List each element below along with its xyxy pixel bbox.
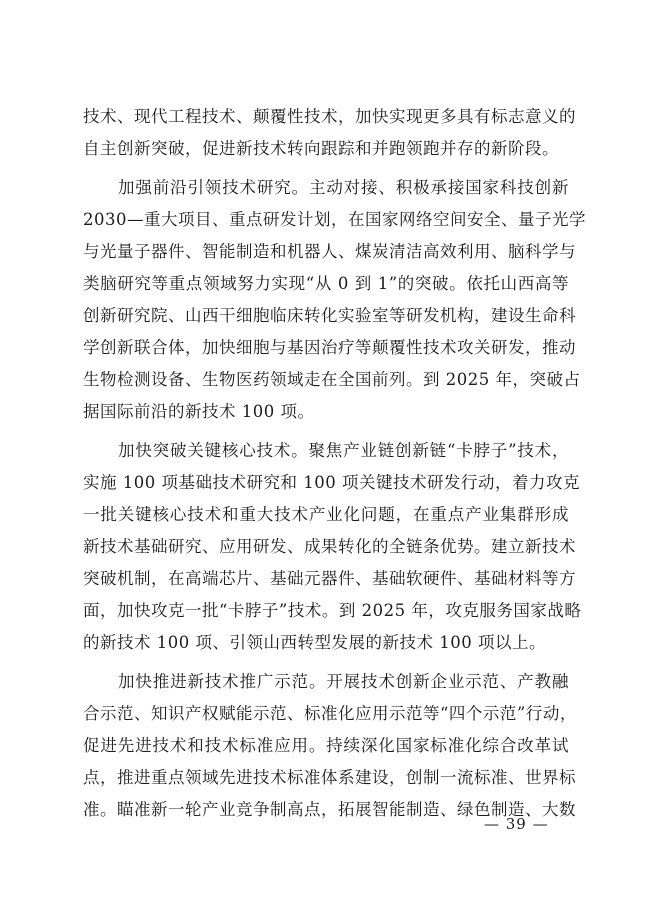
paragraph-1-line-1: 技术、现代工程技术、颠覆性技术，加快实现更多具有标志意义的 xyxy=(83,107,576,126)
paragraph-4-line-3: 促进先进技术和技术标准应用。持续深化国家标准化综合改革试 xyxy=(83,736,569,755)
page-number: — 39 — xyxy=(484,815,549,833)
paragraph-1-line-2: 自主创新突破，促进新技术转向跟踪和并跑领跑并存的新阶段。 xyxy=(83,139,559,158)
paragraph-2-line-7: 生物检测设备、生物医药领域走在全国前列。到 2025 年，突破占 xyxy=(83,370,581,389)
paragraph-3-line-5: 突破机制，在高端芯片、基础元器件、基础软硬件、基础材料等方 xyxy=(83,569,576,588)
paragraph-2-line-6: 学创新联合体，加快细胞与基因治疗等颠覆性技术攻关研发，推动 xyxy=(83,338,576,357)
paragraph-3-line-2: 实施 100 项基础技术研究和 100 项关键技术研发行动，着力攻克 xyxy=(83,473,580,492)
paragraph-4-line-2: 合示范、知识产权赋能示范、标准化应用示范等“四个示范”行动， xyxy=(83,704,577,723)
paragraph-2-line-8: 据国际前沿的新技术 100 项。 xyxy=(83,402,315,421)
paragraph-4-line-5: 准。瞄准新一轮产业竞争制高点，拓展智能制造、绿色制造、大数 xyxy=(83,800,576,819)
paragraph-3-line-6: 面，加快攻克一批“卡脖子”技术。到 2025 年，攻克服务国家战略 xyxy=(83,601,582,620)
paragraph-2-line-2: 2030—重大项目、重点研发计划，在国家网络空间安全、量子光学 xyxy=(83,210,586,229)
paragraph-3-line-1: 加快突破关键核心技术。聚焦产业链创新链“卡脖子”技术， xyxy=(118,441,569,460)
paragraph-3-line-3: 一批关键核心技术和重大技术产业化问题，在重点产业集群形成 xyxy=(83,505,569,524)
paragraph-2-line-1: 加强前沿引领技术研究。主动对接、积极承接国家科技创新 xyxy=(118,178,569,197)
paragraph-3-line-7: 的新技术 100 项、引领山西转型发展的新技术 100 项以上。 xyxy=(83,633,546,652)
paragraph-4-line-1: 加快推进新技术推广示范。开展技术创新企业示范、产教融 xyxy=(118,672,569,691)
paragraph-2-line-3: 与光量子器件、智能制造和机器人、煤炭清洁高效利用、脑科学与 xyxy=(83,242,576,261)
paragraph-4-line-4: 点，推进重点领域先进技术标准体系建设，创制一流标准、世界标 xyxy=(83,768,576,787)
paragraph-2-line-5: 创新研究院、山西干细胞临床转化实验室等研发机构，建设生命科 xyxy=(83,306,576,325)
paragraph-2-line-4: 类脑研究等重点领域努力实现“从 0 到 1”的突破。依托山西高等 xyxy=(83,274,569,293)
paragraph-3-line-4: 新技术基础研究、应用研发、成果转化的全链条优势。建立新技术 xyxy=(83,537,576,556)
